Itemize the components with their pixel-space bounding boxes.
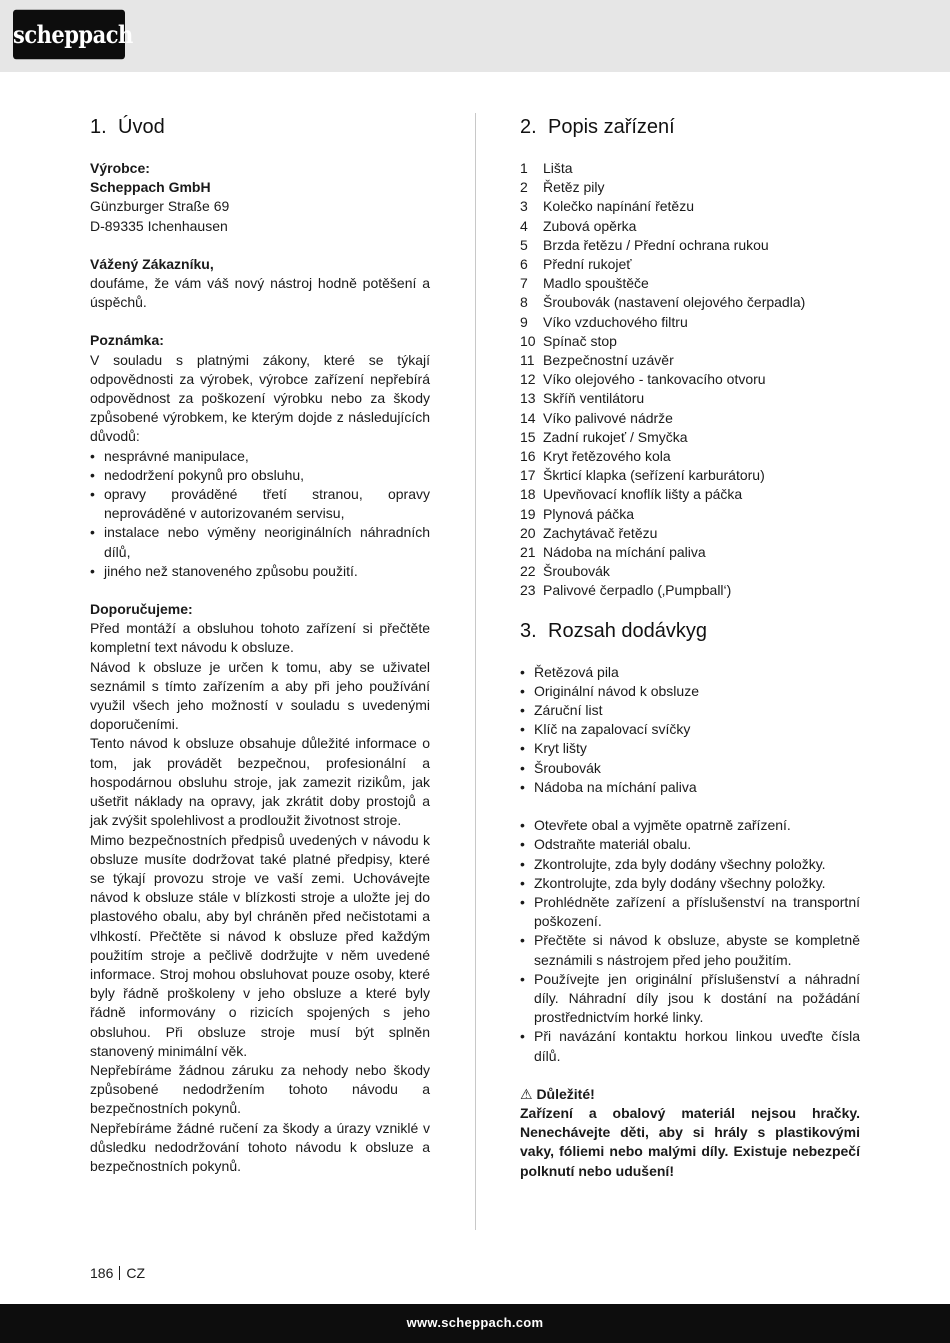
part-label: Brzda řetězu / Přední ochrana rukou [543,236,769,253]
part-label: Škrticí klapka (seřízení karburátoru) [543,467,765,484]
unpack-instructions-list [520,816,860,1066]
parts-list-item [520,370,860,389]
parts-list-item [520,389,860,408]
list-item: • Používejte jen originální příslušenství a náhradní díly. Náhradní díly jsou k dostání na požádání prostřednictvím horké linky. [520,970,860,1028]
part-number: 4 [520,217,528,234]
part-label: Řetěz pily [543,179,605,196]
part-number: 7 [520,275,528,292]
parts-list-item [520,351,860,370]
parts-list-item [520,255,860,274]
list-item: • Klíč na zapalovací svíčky [520,720,860,739]
part-label: Víko vzduchového filtru [543,313,688,330]
part-number: 11 [520,352,535,369]
part-label: Šroubovák (nastavení olejového čerpadla) [543,294,806,311]
part-label: Madlo spouštěče [543,275,649,292]
parts-list-item [520,236,860,255]
section-heading-intro: 1. Úvod [90,116,165,138]
list-item: • instalace nebo výměny neoriginálních náhradních dílů, [90,523,430,561]
language-code: CZ [126,1265,146,1281]
list-item: • jiného než stanoveného způsobu použití. [90,562,430,581]
list-item: • Nádoba na míchání paliva [520,778,860,797]
parts-list-item [520,447,860,466]
parts-list-item [520,581,860,600]
part-number: 1 [520,160,528,176]
page-number: 186 [90,1265,114,1281]
page-footer [90,1264,145,1283]
recommend-label: Doporučujeme: [90,601,193,618]
part-label: Nádoba na míchání paliva [543,544,706,561]
part-number: 3 [520,198,528,215]
part-number: 17 [520,467,536,484]
list-item: • Zkontrolujte, zda byly dodány všechny položky. [520,855,860,874]
paragraph: Tento návod k obsluze obsahuje důležité informace o tom, jak provádět bezpečnou, profesionální a hospodárnou obsluhu stroje, jak zamezit rizikům, jak ušetřit náklady na opravy, jak zkrátit doby prostojů a jak zvýšit spolehlivost a prodloužit životnost stroje. [90,735,430,829]
part-label: Kolečko napínání řetězu [543,198,694,215]
manufacturer-label: Výrobce: [90,160,150,176]
parts-list-item [520,562,860,581]
parts-list-item [520,197,860,216]
note-label: Poznámka: [90,332,164,349]
list-item: • Při navázání kontaktu horkou linkou uveďte čísla dílů. [520,1027,860,1065]
list-item: • Šroubovák [520,759,860,778]
parts-list-item [520,428,860,447]
parts-list-item [520,274,860,293]
part-label: Plynová páčka [543,505,635,522]
paragraph: Mimo bezpečnostních předpisů uvedených v návodu k obsluze musíte dodržovat také platné předpisy, které se týkají provozu stroje ve vaší zemi. Uchovávejte návod k obsluze stále v blízkosti stroje a uložte jej do plastového obalu, aby byl chráněn před nečistotami a vlhkostí. Přečtěte si návod k obsluze před každým použitím stroje a pečlivě dodržujte v něm uvedené informace. Stroj mohou obsluhovat pouze osoby, které byly řádně proškoleny v jeho obsluze a které byly řádně informovány o rizicích spojených s jeho obsluhou. Při obsluze stroje musí být splněn stanovený minimální věk. [90,831,430,1059]
paragraph: Nepřebíráme žádnou záruku za nehody nebo škody způsobené nedodržením tohoto návodu a bezpečnostních pokynů. [90,1061,430,1117]
part-number: 5 [520,236,528,253]
list-item: • opravy prováděné třetí stranou, opravy neprováděné v autorizovaném servisu, [90,485,430,523]
part-number: 15 [520,428,536,445]
part-label: Šroubovák [543,563,610,580]
list-item: • Záruční list [520,701,860,720]
part-number: 16 [520,448,536,465]
paragraph: Před montáží a obsluhou tohoto zařízení si přečtěte kompletní text návodu k obsluze. [90,620,430,656]
part-number: 18 [520,486,536,503]
part-label: Přední rukojeť [543,256,632,273]
section-heading-delivery: 3. Rozsah dodávkyg [520,619,707,642]
paragraph: Nepřebíráme žádné ručení za škody a úrazy vzniklé v důsledku nedodržování tohoto návodu k obsluze a bezpečnostních pokynů. [90,1119,430,1174]
address-street: Günzburger Straße 69 [90,198,230,215]
delivery-list [520,663,860,797]
part-label: Spínač stop [543,332,617,349]
parts-list [520,159,860,601]
parts-list-item [520,485,860,504]
greeting-text: doufáme, že vám váš nový nástroj hodně potěšení a úspěchů. [90,275,430,311]
footer-separator [119,1266,120,1280]
part-number: 9 [520,313,528,330]
part-number: 12 [520,371,536,388]
list-item: • Prohlédněte zařízení a příslušenství na transportní poškození. [520,893,860,931]
part-label: Zachytávač řetězu [543,524,658,541]
manufacturer-name: Scheppach GmbH [90,179,211,196]
list-item: • Originální návod k obsluze [520,682,860,701]
header-bar [0,0,950,72]
parts-list-item [520,409,860,428]
warning-title: ⚠ Důležité! [520,1085,595,1102]
parts-list-item [520,332,860,351]
part-number: 13 [520,390,536,407]
part-number: 14 [520,409,536,426]
part-label: Víko palivové nádrže [543,409,673,426]
column-divider [475,113,476,1230]
part-label: Palivové čerpadlo (‚Pumpball‘) [543,582,732,599]
left-column [90,113,430,1176]
note-text: V souladu s platnými zákony, které se týkají odpovědnosti za výrobek, výrobce zařízení nepřebírá odpovědnost za poškození výrobku nebo za škody způsobené výrobkem, ke kterým dojde z následujících důvodů: [90,351,430,445]
part-label: Víko olejového - tankovacího otvoru [543,371,766,388]
list-item: • Otevřete obal a vyjměte opatrně zařízení. [520,816,860,835]
part-number: 10 [520,332,536,349]
list-item: • Řetězová pila [520,663,860,682]
part-number: 8 [520,294,528,311]
parts-list-item [520,178,860,197]
list-item: • Kryt lišty [520,739,860,758]
paragraph: Návod k obsluze je určen k tomu, aby se uživatel seznámil s tímto zařízením a aby při jeho používání využil všech jeho možností v souladu s uvedenými doporučeními. [90,658,430,733]
list-item: • nesprávné manipulace, [90,447,430,466]
parts-list-item [520,159,860,178]
part-label: Lišta [543,160,573,176]
list-item: • Zkontrolujte, zda byly dodány všechny položky. [520,874,860,893]
part-number: 19 [520,505,536,522]
part-number: 21 [520,544,536,561]
scheppach-logo: scheppach [13,10,125,59]
website-link[interactable]: www.scheppach.com [406,1315,544,1330]
part-label: Upevňovací knoflík lišty a páčka [543,486,743,503]
parts-list-item [520,313,860,332]
list-item: • Odstraňte materiál obalu. [520,835,860,854]
parts-list-item [520,524,860,543]
note-list [90,447,430,581]
part-number: 20 [520,524,536,541]
part-number: 22 [520,563,536,580]
part-label: Bezpečnostní uzávěr [543,352,674,369]
part-number: 2 [520,179,528,196]
parts-list-item [520,543,860,562]
address-city: D-89335 Ichenhausen [90,217,228,234]
part-number: 23 [520,582,536,599]
part-number: 6 [520,256,528,273]
parts-list-item [520,293,860,312]
parts-list-item [520,505,860,524]
greeting-label: Vážený Zákazníku, [90,255,214,272]
list-item: • nedodržení pokynů pro obsluhu, [90,466,430,485]
footer-bar [0,1304,950,1343]
part-label: Skříň ventilátoru [543,390,645,407]
part-label: Zubová opěrka [543,217,637,234]
part-label: Kryt řetězového kola [543,448,671,465]
warning-text: Zařízení a obalový materiál nejsou hračky. Nenechávejte děti, aby si hrály s plastikovými vaky, fóliemi nebo malými díly. Existuje nebezpečí polknutí nebo udušení! [520,1104,860,1179]
part-label: Zadní rukojeť / Smyčka [543,428,688,445]
right-column [520,113,860,1181]
section-heading-description: 2. Popis zařízení [520,116,675,138]
parts-list-item [520,217,860,236]
list-item: • Přečtěte si návod k obsluze, abyste se kompletně seznámili s nástrojem před jeho použitím. [520,931,860,969]
parts-list-item [520,466,860,485]
